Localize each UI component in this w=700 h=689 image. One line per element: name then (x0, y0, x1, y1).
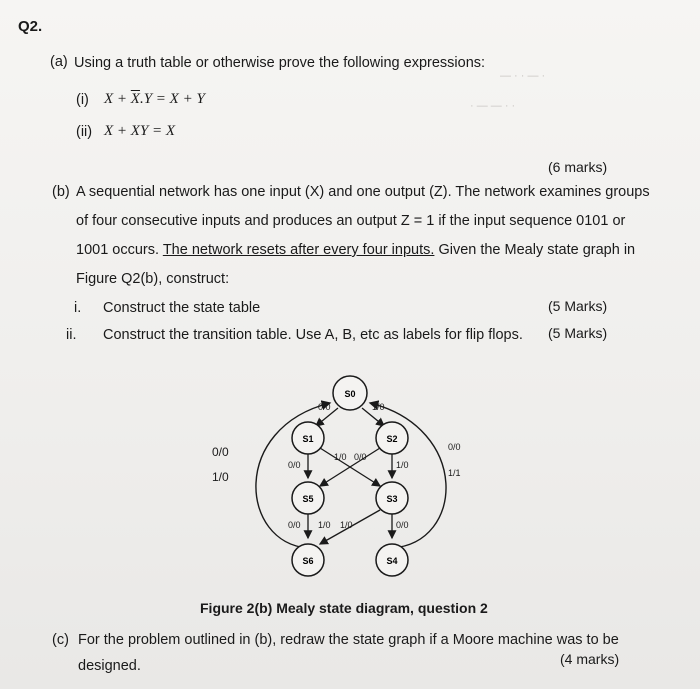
part-b-line-3-end: Given the Mealy state graph in (438, 242, 636, 258)
label-s3-s4: 0/0 (396, 520, 409, 530)
part-b-line-4: Figure Q2(b), construct: (76, 271, 230, 287)
state-s0 (333, 376, 367, 410)
label-s1-s5: 0/0 (288, 460, 301, 470)
task-2-label: ii. (66, 327, 77, 343)
part-b-reset-note: The network resets after every four inputs. (162, 242, 435, 258)
label-reset-one: 1/1 (448, 468, 461, 478)
svg-text:S4: S4 (386, 556, 398, 566)
task-1-text: Construct the state table (103, 300, 261, 316)
part-a-item-2-expression: X + XY = X (104, 123, 176, 139)
task-2-marks: (5 Marks) (548, 325, 608, 341)
part-b-line-3-start: 1001 occurs. (76, 242, 160, 258)
state-s6 (292, 544, 324, 576)
part-a-item-2-label: (ii) (76, 124, 93, 140)
part-c-marks: (4 marks) (560, 651, 620, 667)
part-a-marks: (6 marks) (548, 159, 608, 175)
label-s5-s6-b: 1/0 (318, 520, 331, 530)
task-2-text: Construct the transition table. Use A, B, etc as labels for flip flops. (103, 327, 523, 343)
svg-text:S1: S1 (302, 434, 314, 444)
label-reset-zero: 0/0 (448, 442, 461, 452)
task-1-label: i. (74, 300, 82, 316)
state-s3 (376, 482, 408, 514)
part-a-label: (a) (50, 54, 68, 70)
part-b-label: (b) (52, 184, 70, 200)
part-c-line-1: For the problem outlined in (b), redraw the state graph if a Moore machine was to be (78, 632, 619, 648)
state-s4 (376, 544, 408, 576)
mealy-state-diagram (200, 368, 500, 588)
bleed-through: — · · — · (500, 70, 546, 82)
label-s2-s5: 0/0 (354, 452, 367, 462)
svg-text:S6: S6 (302, 556, 314, 566)
part-a-text: Using a truth table or otherwise prove the following expressions: (74, 55, 486, 71)
part-a-item-1-label: (i) (76, 92, 89, 108)
expr-part: .Y = X + Y (139, 91, 205, 107)
left-label-0-0: 0/0 (212, 445, 229, 459)
label-s3-s6: 1/0 (340, 520, 353, 530)
label-s0-s1: 0/0 (318, 402, 331, 412)
part-b-line-1: A sequential network has one input (X) and one output (Z). The network examines groups (76, 184, 650, 200)
label-s2-s3: 1/0 (396, 460, 409, 470)
label-s5-s6: 0/0 (288, 520, 301, 530)
expr-overbar-x: $\overline{X}$ (130, 91, 140, 107)
svg-text:S0: S0 (344, 389, 356, 399)
label-s1-s3: 1/0 (334, 452, 347, 462)
state-s5 (292, 482, 324, 514)
part-a-item-1-expression (104, 91, 205, 108)
state-s2 (376, 422, 408, 454)
figure-caption: Figure 2(b) Mealy state diagram, question 2 (200, 600, 488, 616)
label-s0-s2: 1/0 (372, 402, 385, 412)
part-b-line-2: of four consecutive inputs and produces an output Z = 1 if the input sequence 0101 or (76, 213, 626, 229)
question-number: Q2. (18, 18, 43, 35)
left-label-1-0: 1/0 (212, 470, 229, 484)
part-b-line-3 (76, 242, 635, 258)
expr-part: X + (104, 91, 131, 107)
svg-text:S3: S3 (386, 494, 398, 504)
part-c-label: (c) (52, 632, 69, 648)
svg-text:S5: S5 (302, 494, 314, 504)
task-1-marks: (5 Marks) (548, 298, 608, 314)
state-s1 (292, 422, 324, 454)
bleed-through: · — — · · (470, 100, 516, 112)
svg-text:S2: S2 (386, 434, 398, 444)
part-c-line-2: designed. (78, 658, 141, 674)
